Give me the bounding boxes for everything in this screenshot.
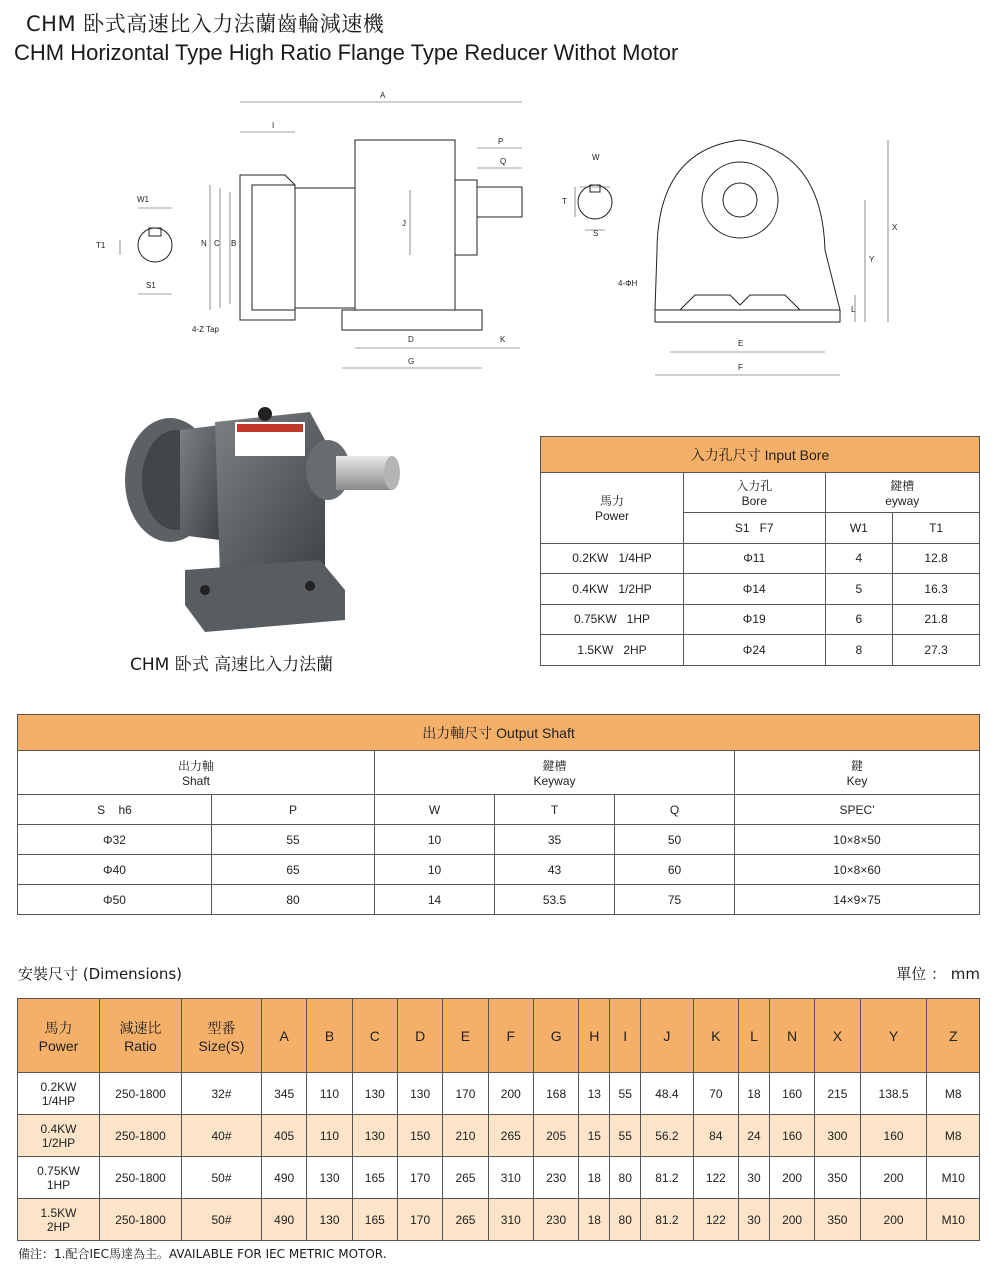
w-header: W xyxy=(375,795,495,825)
dim-label-w1: W1 xyxy=(137,195,149,204)
dim-label-n: N xyxy=(201,239,207,248)
t1-header: T1 xyxy=(893,513,980,544)
bore-header: 入力孔 Bore xyxy=(684,473,826,513)
table-row: 0.4KW 1/2HP 250-1800 40# 405 110 130 150 210 265 205 15 55 56.2 84 24 160 300 160 M8 xyxy=(18,1115,980,1157)
unit-label: 單位 ： mm xyxy=(896,965,980,983)
col-h: H xyxy=(579,999,610,1073)
dim-label-k: K xyxy=(500,335,506,344)
table-row: 1.5KW 2HP 250-1800 50# 490 130 165 170 265 310 230 18 80 81.2 122 30 200 350 200 M10 xyxy=(18,1199,980,1241)
col-k: K xyxy=(693,999,738,1073)
power-header: 馬力 Power xyxy=(541,473,684,544)
input-bore-title: 入力孔尺寸 Input Bore xyxy=(541,437,980,473)
table-row: 0.2KW 1/4HP Φ11 4 12.8 xyxy=(541,543,980,574)
product-caption: CHM 卧式 高速比入力法蘭 xyxy=(130,655,334,675)
dim-label-t1: T1 xyxy=(96,241,106,250)
dim-label-q: Q xyxy=(500,157,507,166)
col-c: C xyxy=(352,999,397,1073)
dim-label-s1: S1 xyxy=(146,281,156,290)
dimensions-title: 安裝尺寸 (Dimensions) xyxy=(18,965,183,983)
table-row: 0.75KW 1HP Φ19 6 21.8 xyxy=(541,604,980,635)
keyway-header: 鍵槽 Keyway xyxy=(375,751,735,795)
dim-label-c: C xyxy=(214,239,220,248)
col-g: G xyxy=(533,999,578,1073)
col-i: I xyxy=(610,999,641,1073)
size-header: 型番 Size(S) xyxy=(182,999,262,1073)
col-n: N xyxy=(769,999,814,1073)
dim-label-b: B xyxy=(231,239,237,248)
page-title-zh: CHM 卧式高速比入力法蘭齒輪減速機 xyxy=(26,12,385,36)
t-header: T xyxy=(495,795,615,825)
power-header: 馬力 Power xyxy=(18,999,100,1073)
s-header: S h6 xyxy=(18,795,212,825)
dimensions-table xyxy=(17,998,980,1241)
ratio-header: 減速比 Ratio xyxy=(100,999,182,1073)
shaft-header: 出力軸 Shaft xyxy=(18,751,375,795)
table-row: Φ40 65 10 43 60 10×8×60 xyxy=(18,855,980,885)
page-title-en: CHM Horizontal Type High Ratio Flange Type Reducer Withot Motor xyxy=(14,40,679,65)
col-y: Y xyxy=(860,999,927,1073)
dim-label-f: F xyxy=(738,363,743,372)
w1-header: W1 xyxy=(825,513,893,544)
dim-label-w: W xyxy=(592,153,600,162)
col-j: J xyxy=(641,999,694,1073)
col-x: X xyxy=(815,999,860,1073)
dim-label-s: S xyxy=(593,229,599,238)
p-header: P xyxy=(212,795,375,825)
key-header: 鍵 Key xyxy=(735,751,980,795)
dim-label-t: T xyxy=(562,197,567,206)
dim-label-j: J xyxy=(402,219,406,228)
table-row: 0.2KW 1/4HP 250-1800 32# 345 110 130 130 170 200 168 13 55 48.4 70 18 160 215 138.5 M8 xyxy=(18,1073,980,1115)
dim-label-y: Y xyxy=(869,255,875,264)
input-bore-table xyxy=(540,436,980,666)
output-shaft-title: 出力軸尺寸 Output Shaft xyxy=(18,715,980,751)
dim-label-d: D xyxy=(408,335,414,344)
keyway-header: 鍵槽 eyway xyxy=(825,473,980,513)
col-f: F xyxy=(488,999,533,1073)
dim-label-l: L xyxy=(851,305,856,314)
table-row: 0.75KW 1HP 250-1800 50# 490 130 165 170 265 310 230 18 80 81.2 122 30 200 350 200 M10 xyxy=(18,1157,980,1199)
spec-header: SPEC' xyxy=(735,795,980,825)
table-row: 1.5KW 2HP Φ24 8 27.3 xyxy=(541,635,980,666)
col-z: Z xyxy=(927,999,980,1073)
q-header: Q xyxy=(615,795,735,825)
dim-label-e: E xyxy=(738,339,744,348)
output-shaft-table xyxy=(17,714,980,915)
col-d: D xyxy=(397,999,442,1073)
dim-label-4-phi-h: 4-ΦH xyxy=(618,279,638,288)
table-row: Φ50 80 14 53.5 75 14×9×75 xyxy=(18,885,980,915)
dim-label-a: A xyxy=(380,91,386,100)
dim-label-i: I xyxy=(272,121,275,130)
col-a: A xyxy=(262,999,307,1073)
product-photo xyxy=(110,400,410,640)
col-b: B xyxy=(307,999,352,1073)
bore-sub-header: S1 F7 xyxy=(684,513,826,544)
col-e: E xyxy=(443,999,488,1073)
technical-drawing xyxy=(80,80,920,390)
dim-label-x: X xyxy=(892,223,898,232)
dim-label-g: G xyxy=(408,357,415,366)
footnote: 備注：1.配合IEC馬達為主。AVAILABLE FOR IEC METRIC MOTOR. xyxy=(18,1247,387,1261)
dim-label-4-z-tap: 4-Z Tap xyxy=(192,325,219,334)
table-row: 0.4KW 1/2HP Φ14 5 16.3 xyxy=(541,574,980,605)
dim-label-p: P xyxy=(498,137,504,146)
col-l: L xyxy=(739,999,770,1073)
table-row: Φ32 55 10 35 50 10×8×50 xyxy=(18,825,980,855)
